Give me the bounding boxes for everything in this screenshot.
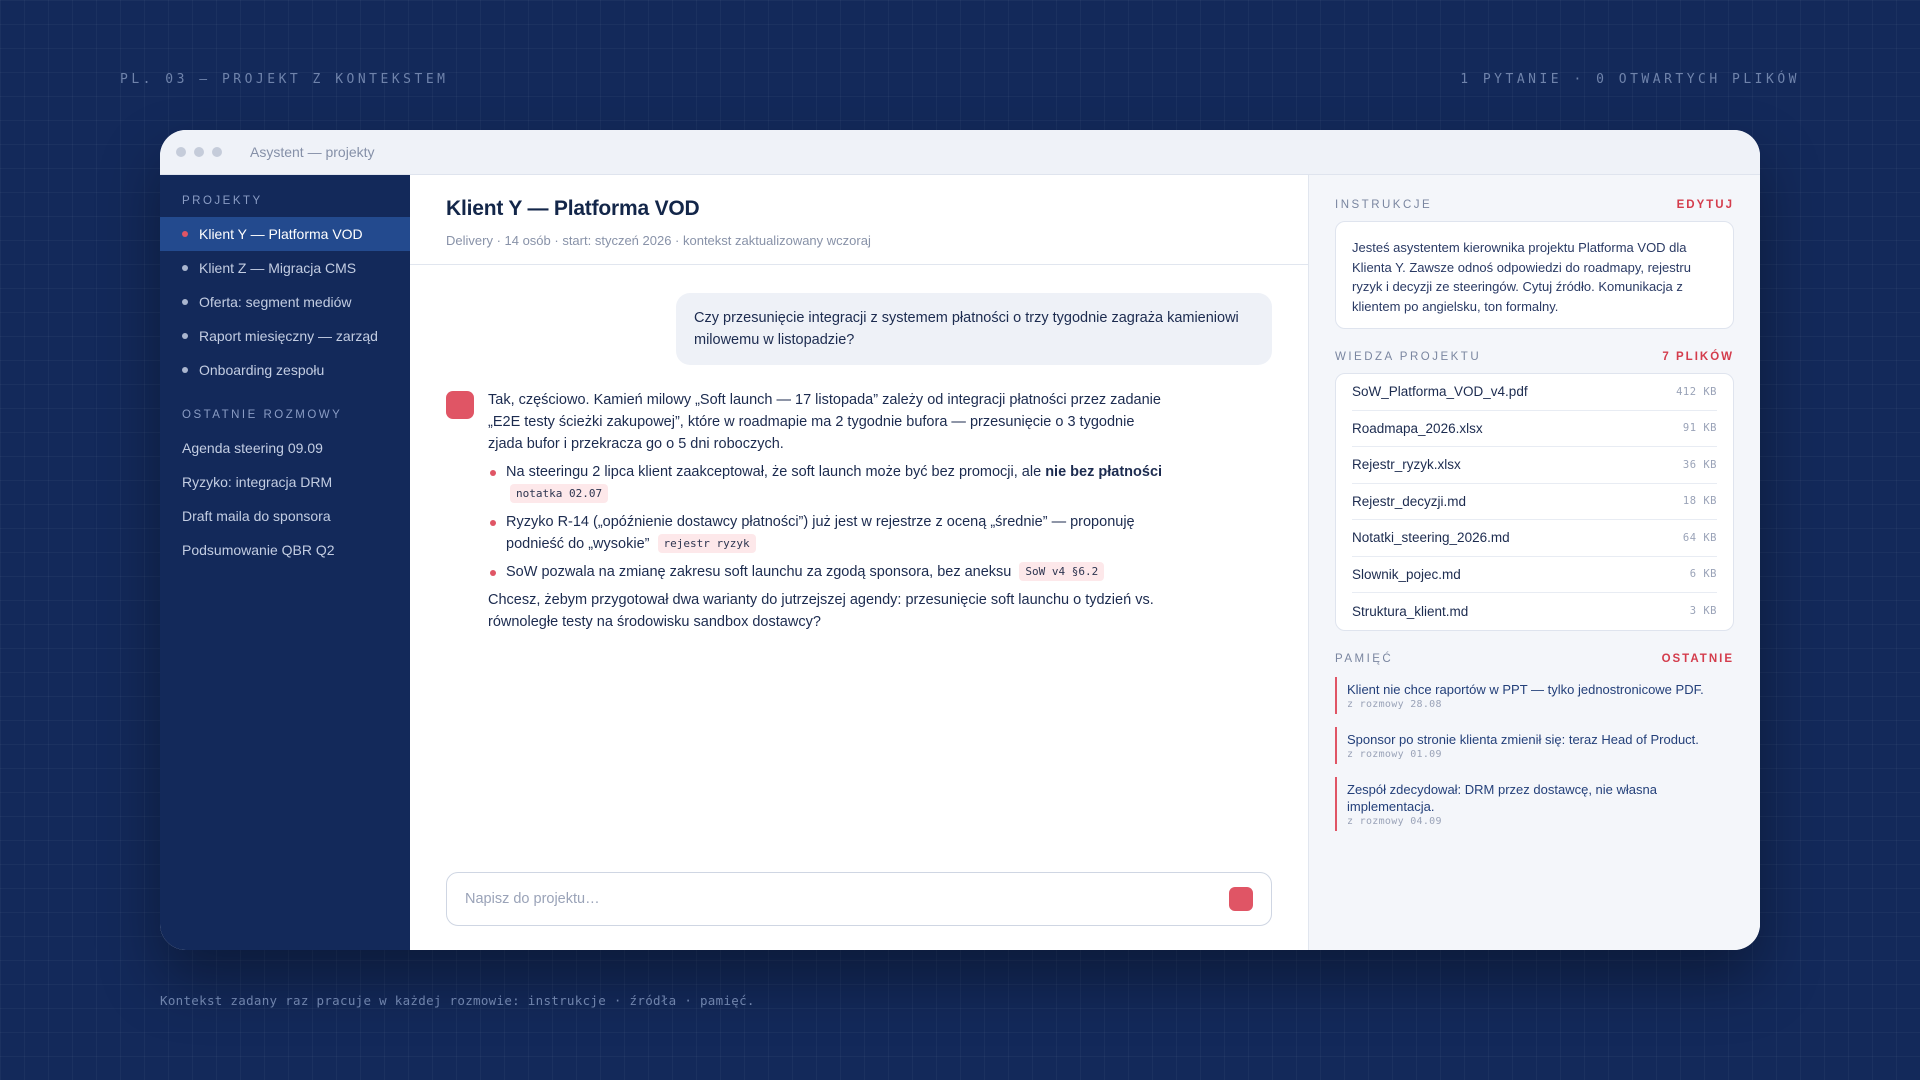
file-row[interactable] xyxy=(1352,374,1717,411)
sidebar-item-label: Podsumowanie QBR Q2 xyxy=(182,542,335,558)
send-button[interactable] xyxy=(1229,887,1253,911)
project-meta: Delivery · 14 osób · start: styczeń 2026 · kontekst zaktualizowany wczoraj xyxy=(446,233,871,248)
file-count: 7 PLIKÓW xyxy=(1662,351,1734,363)
sidebar xyxy=(160,175,410,950)
sidebar-item-label: Raport miesięczny — zarząd xyxy=(199,328,378,344)
sidebar-item-label: Klient Z — Migracja CMS xyxy=(199,260,357,276)
sidebar-project-onboarding[interactable] xyxy=(160,353,410,387)
file-name: SoW_Platforma_VOD_v4.pdf xyxy=(1352,384,1528,400)
bullet-bold: nie bez płatności xyxy=(1045,464,1163,480)
memory-item xyxy=(1335,727,1734,764)
source-tag[interactable]: SoW v4 §6.2 xyxy=(1019,562,1104,581)
file-row[interactable] xyxy=(1352,411,1717,448)
file-name: Roadmapa_2026.xlsx xyxy=(1352,420,1483,436)
memory-source: z rozmowy 04.09 xyxy=(1347,815,1442,827)
project-bullet-icon xyxy=(182,265,188,271)
sidebar-project-klient-z[interactable] xyxy=(160,251,410,285)
message-input[interactable] xyxy=(465,891,1229,907)
sidebar-conversation-ryzyko[interactable] xyxy=(160,465,410,499)
app-window xyxy=(160,130,1760,950)
list-item xyxy=(488,461,1168,505)
chat-main xyxy=(410,175,1308,950)
project-bullet-icon xyxy=(182,231,188,237)
assistant-message-content xyxy=(488,389,1168,633)
footnote: Kontekst zadany raz pracuje w każdej rozmowie: instrukcje · źródła · pamięć. xyxy=(160,993,755,1008)
sidebar-conversation-draft[interactable] xyxy=(160,499,410,533)
memory-source: z rozmowy 01.09 xyxy=(1347,748,1442,760)
bullet-text: SoW pozwala na zmianę zakresu soft launchu za zgodą sponsora, bez aneksu xyxy=(506,564,1012,580)
file-name: Struktura_klient.md xyxy=(1352,603,1469,619)
plate-status: 1 PYTANIE · 0 OTWARTYCH PLIKÓW xyxy=(1460,72,1800,87)
file-name: Rejestr_decyzji.md xyxy=(1352,493,1467,509)
project-header xyxy=(410,175,1308,265)
sidebar-project-klient-y[interactable] xyxy=(160,217,410,251)
title-bar xyxy=(160,130,1760,175)
sidebar-item-label: Ryzyko: integracja DRM xyxy=(182,474,333,490)
file-list xyxy=(1335,373,1734,631)
window-close-dot[interactable] xyxy=(176,147,186,157)
file-row[interactable] xyxy=(1352,520,1717,557)
sidebar-item-label: Klient Y — Platforma VOD xyxy=(199,226,363,242)
sidebar-conversation-agenda[interactable] xyxy=(160,431,410,465)
bullet-text: Na steeringu 2 lipca klient zaakceptował, że soft launch może być bez promocji, ale xyxy=(506,464,1046,480)
file-size: 18 KB xyxy=(1682,495,1717,508)
user-message: Czy przesunięcie integracji z systemem płatności o trzy tygodnie zagraża kamieniowi milowemu w listopadzie? xyxy=(676,293,1272,365)
sidebar-conversation-qbr[interactable] xyxy=(160,533,410,567)
project-bullet-icon xyxy=(182,367,188,373)
file-size: 3 KB xyxy=(1689,605,1717,618)
memory-text: Sponsor po stronie klienta zmienił się: teraz Head of Product. xyxy=(1347,731,1699,747)
knowledge-title: WIEDZA PROJEKTU xyxy=(1335,351,1482,363)
memory-text: Zespół zdecydował: DRM przez dostawcę, nie własna implementacja. xyxy=(1347,781,1657,814)
file-size: 91 KB xyxy=(1682,422,1717,435)
page-title: Klient Y — Platforma VOD xyxy=(446,197,700,220)
list-item xyxy=(488,511,1168,555)
memory-text: Klient nie chce raportów w PPT — tylko jednostronicowe PDF. xyxy=(1347,681,1704,697)
instructions-title: INSTRUKCJE xyxy=(1335,199,1433,211)
window-maximize-dot[interactable] xyxy=(212,147,222,157)
assistant-avatar-icon xyxy=(446,391,474,419)
memory-item xyxy=(1335,677,1734,714)
assistant-bullets xyxy=(488,461,1168,583)
sidebar-item-label: Agenda steering 09.09 xyxy=(182,440,323,456)
file-name: Rejestr_ryzyk.xlsx xyxy=(1352,457,1461,473)
conversation xyxy=(410,265,1308,950)
sidebar-item-label: Draft maila do sponsora xyxy=(182,508,331,524)
file-row[interactable] xyxy=(1352,593,1717,630)
bullet-text: Ryzyko R-14 („opóźnienie dostawcy płatności”) już jest w rejestrze z oceną „średnie” — proponuję podnieść do „wysokie” xyxy=(506,514,1135,552)
project-bullet-icon xyxy=(182,299,188,305)
sidebar-item-label: Oferta: segment mediów xyxy=(199,294,352,310)
projects-section-title: PROJEKTY xyxy=(182,195,263,207)
file-name: Slownik_pojec.md xyxy=(1352,566,1461,582)
memory-item xyxy=(1335,777,1734,831)
edit-instructions-button[interactable]: EDYTUJ xyxy=(1676,199,1734,211)
recent-section-title: OSTATNIE ROZMOWY xyxy=(182,409,343,421)
window-title: Asystent — projekty xyxy=(250,144,375,160)
file-row[interactable] xyxy=(1352,557,1717,594)
sidebar-item-label: Onboarding zespołu xyxy=(199,362,325,378)
file-size: 36 KB xyxy=(1682,458,1717,471)
source-tag[interactable]: notatka 02.07 xyxy=(510,484,608,503)
context-panel xyxy=(1308,175,1760,950)
memory-filter-button[interactable]: OSTATNIE xyxy=(1661,652,1734,665)
memory-source: z rozmowy 28.08 xyxy=(1347,698,1442,710)
file-name: Notatki_steering_2026.md xyxy=(1352,530,1510,546)
file-row[interactable] xyxy=(1352,447,1717,484)
assistant-message xyxy=(446,389,1272,633)
window-minimize-dot[interactable] xyxy=(194,147,204,157)
file-row[interactable] xyxy=(1352,484,1717,521)
assistant-closing: Chcesz, żebym przygotował dwa warianty do jutrzejszej agendy: przesunięcie soft launchu o tydzień vs. równoległe testy na środowisku sandbox dostawcy? xyxy=(488,592,1154,630)
list-item xyxy=(488,561,1168,583)
file-size: 64 KB xyxy=(1682,531,1717,544)
memory-title: PAMIĘĆ xyxy=(1335,652,1394,665)
project-bullet-icon xyxy=(182,333,188,339)
file-size: 412 KB xyxy=(1676,385,1717,398)
sidebar-project-oferta[interactable] xyxy=(160,285,410,319)
sidebar-project-raport[interactable] xyxy=(160,319,410,353)
instructions-text: Jesteś asystentem kierownika projektu Platforma VOD dla Klienta Y. Zawsze odnoś odpowiedzi do roadmapy, rejestru ryzyk i decyzji ze steeringów. Cytuj źródło. Komunikacja z klientem po angielsku, ton formalny. xyxy=(1335,221,1734,329)
source-tag[interactable]: rejestr ryzyk xyxy=(658,534,756,553)
assistant-intro: Tak, częściowo. Kamień milowy „Soft launch — 17 listopada” zależy od integracji płatności przez zadanie „E2E testy ścieżki zakupowej”, które w roadmapie ma 2 tygodnie bufora — przesunięcie o 3 tygodnie zjada bufor i przekracza go o 5 dni roboczych. xyxy=(488,392,1161,452)
composer xyxy=(446,872,1272,926)
file-size: 6 KB xyxy=(1689,568,1717,581)
plate-label: PL. 03 — PROJEKT Z KONTEKSTEM xyxy=(120,72,449,87)
